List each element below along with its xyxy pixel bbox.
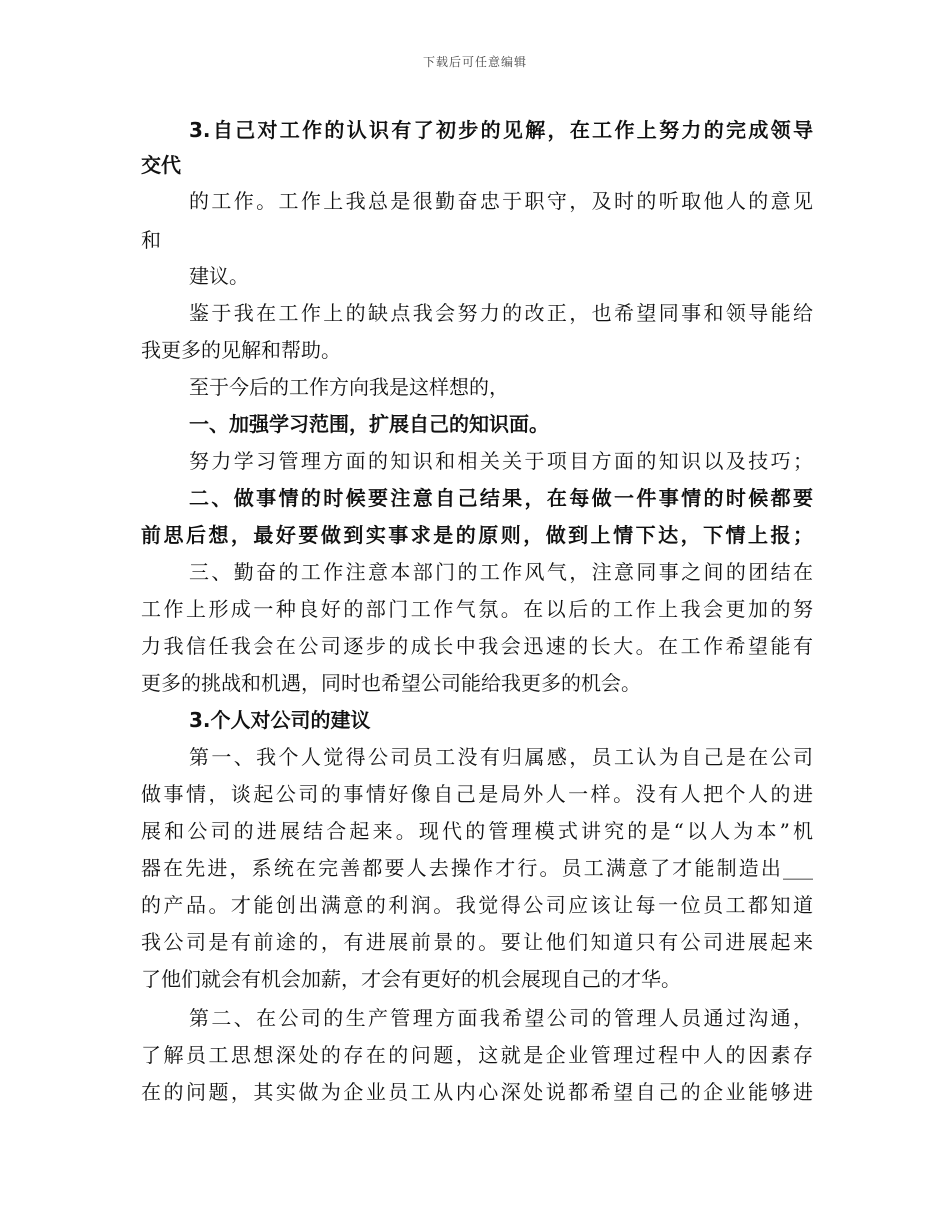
paragraph-line: 建议。 bbox=[189, 264, 249, 288]
paragraph-line: 器在先进，系统在完善都要人去操作才行。员工满意了才能制造出___ bbox=[141, 856, 813, 880]
paragraph-line: 力我信任我会在公司逐步的成长中我会迅速的长大。在工作希望能有 bbox=[141, 634, 813, 658]
paragraph-line: 了解员工思想深处的存在的问题，这就是企业管理过程中人的因素存 bbox=[141, 1043, 813, 1067]
paragraph-line: 鉴于我在工作上的缺点我会努力的改正，也希望同事和领导能给 bbox=[189, 301, 813, 325]
paragraph-line: 展和公司的进展结合起来。现代的管理模式讲究的是“以人为本”机 bbox=[141, 819, 813, 843]
paragraph-line: 做事情，谈起公司的事情好像自己是局外人一样。没有人把个人的进 bbox=[141, 782, 813, 806]
heading-line: 3.个人对公司的建议 bbox=[189, 708, 371, 732]
paragraph-line: 我公司是有前途的，有进展前景的。要让他们知道只有公司进展起来 bbox=[141, 930, 813, 954]
paragraph-line: 了他们就会有机会加薪，才会有更好的机会展现自己的才华。 bbox=[141, 967, 681, 991]
paragraph-line: 的工作。工作上我总是很勤奋忠于职守，及时的听取他人的意见 bbox=[189, 189, 813, 213]
paragraph-line: 工作上形成一种良好的部门工作气氛。在以后的工作上我会更加的努 bbox=[141, 597, 813, 621]
paragraph-line: 第一、我个人觉得公司员工没有归属感，员工认为自己是在公司 bbox=[189, 745, 813, 769]
paragraph-line: 努力学习管理方面的知识和相关关于项目方面的知识以及技巧； bbox=[189, 449, 813, 473]
heading-line: 3.自己对工作的认识有了初步的见解，在工作上努力的完成领导 bbox=[189, 118, 813, 142]
heading-line: 交代 bbox=[141, 153, 181, 177]
paragraph-line: 和 bbox=[141, 228, 161, 252]
paragraph-line: 三、勤奋的工作注意本部门的工作风气，注意同事之间的团结在 bbox=[189, 560, 813, 584]
page-header: 下载后可任意编辑 bbox=[422, 55, 527, 69]
paragraph-line: 更多的挑战和机遇，同时也希望公司能给我更多的机会。 bbox=[141, 671, 641, 695]
paragraph-line: 第二、在公司的生产管理方面我希望公司的管理人员通过沟通， bbox=[189, 1006, 813, 1030]
heading-line: 前思后想，最好要做到实事求是的原则，做到上情下达，下情上报； bbox=[141, 523, 813, 547]
paragraph-line: 的产品。才能创出满意的利润。我觉得公司应该让每一位员工都知道 bbox=[141, 893, 813, 917]
paragraph-line: 我更多的见解和帮助。 bbox=[141, 338, 341, 362]
paragraph-line: 至于今后的工作方向我是这样想的， bbox=[189, 375, 509, 399]
heading-line: 二、做事情的时候要注意自己结果，在每做一件事情的时候都要 bbox=[189, 486, 813, 510]
paragraph-line: 在的问题，其实做为企业员工从内心深处说都希望自己的企业能够进 bbox=[141, 1080, 813, 1104]
heading-line: 一、加强学习范围，扩展自己的知识面。 bbox=[189, 412, 549, 436]
